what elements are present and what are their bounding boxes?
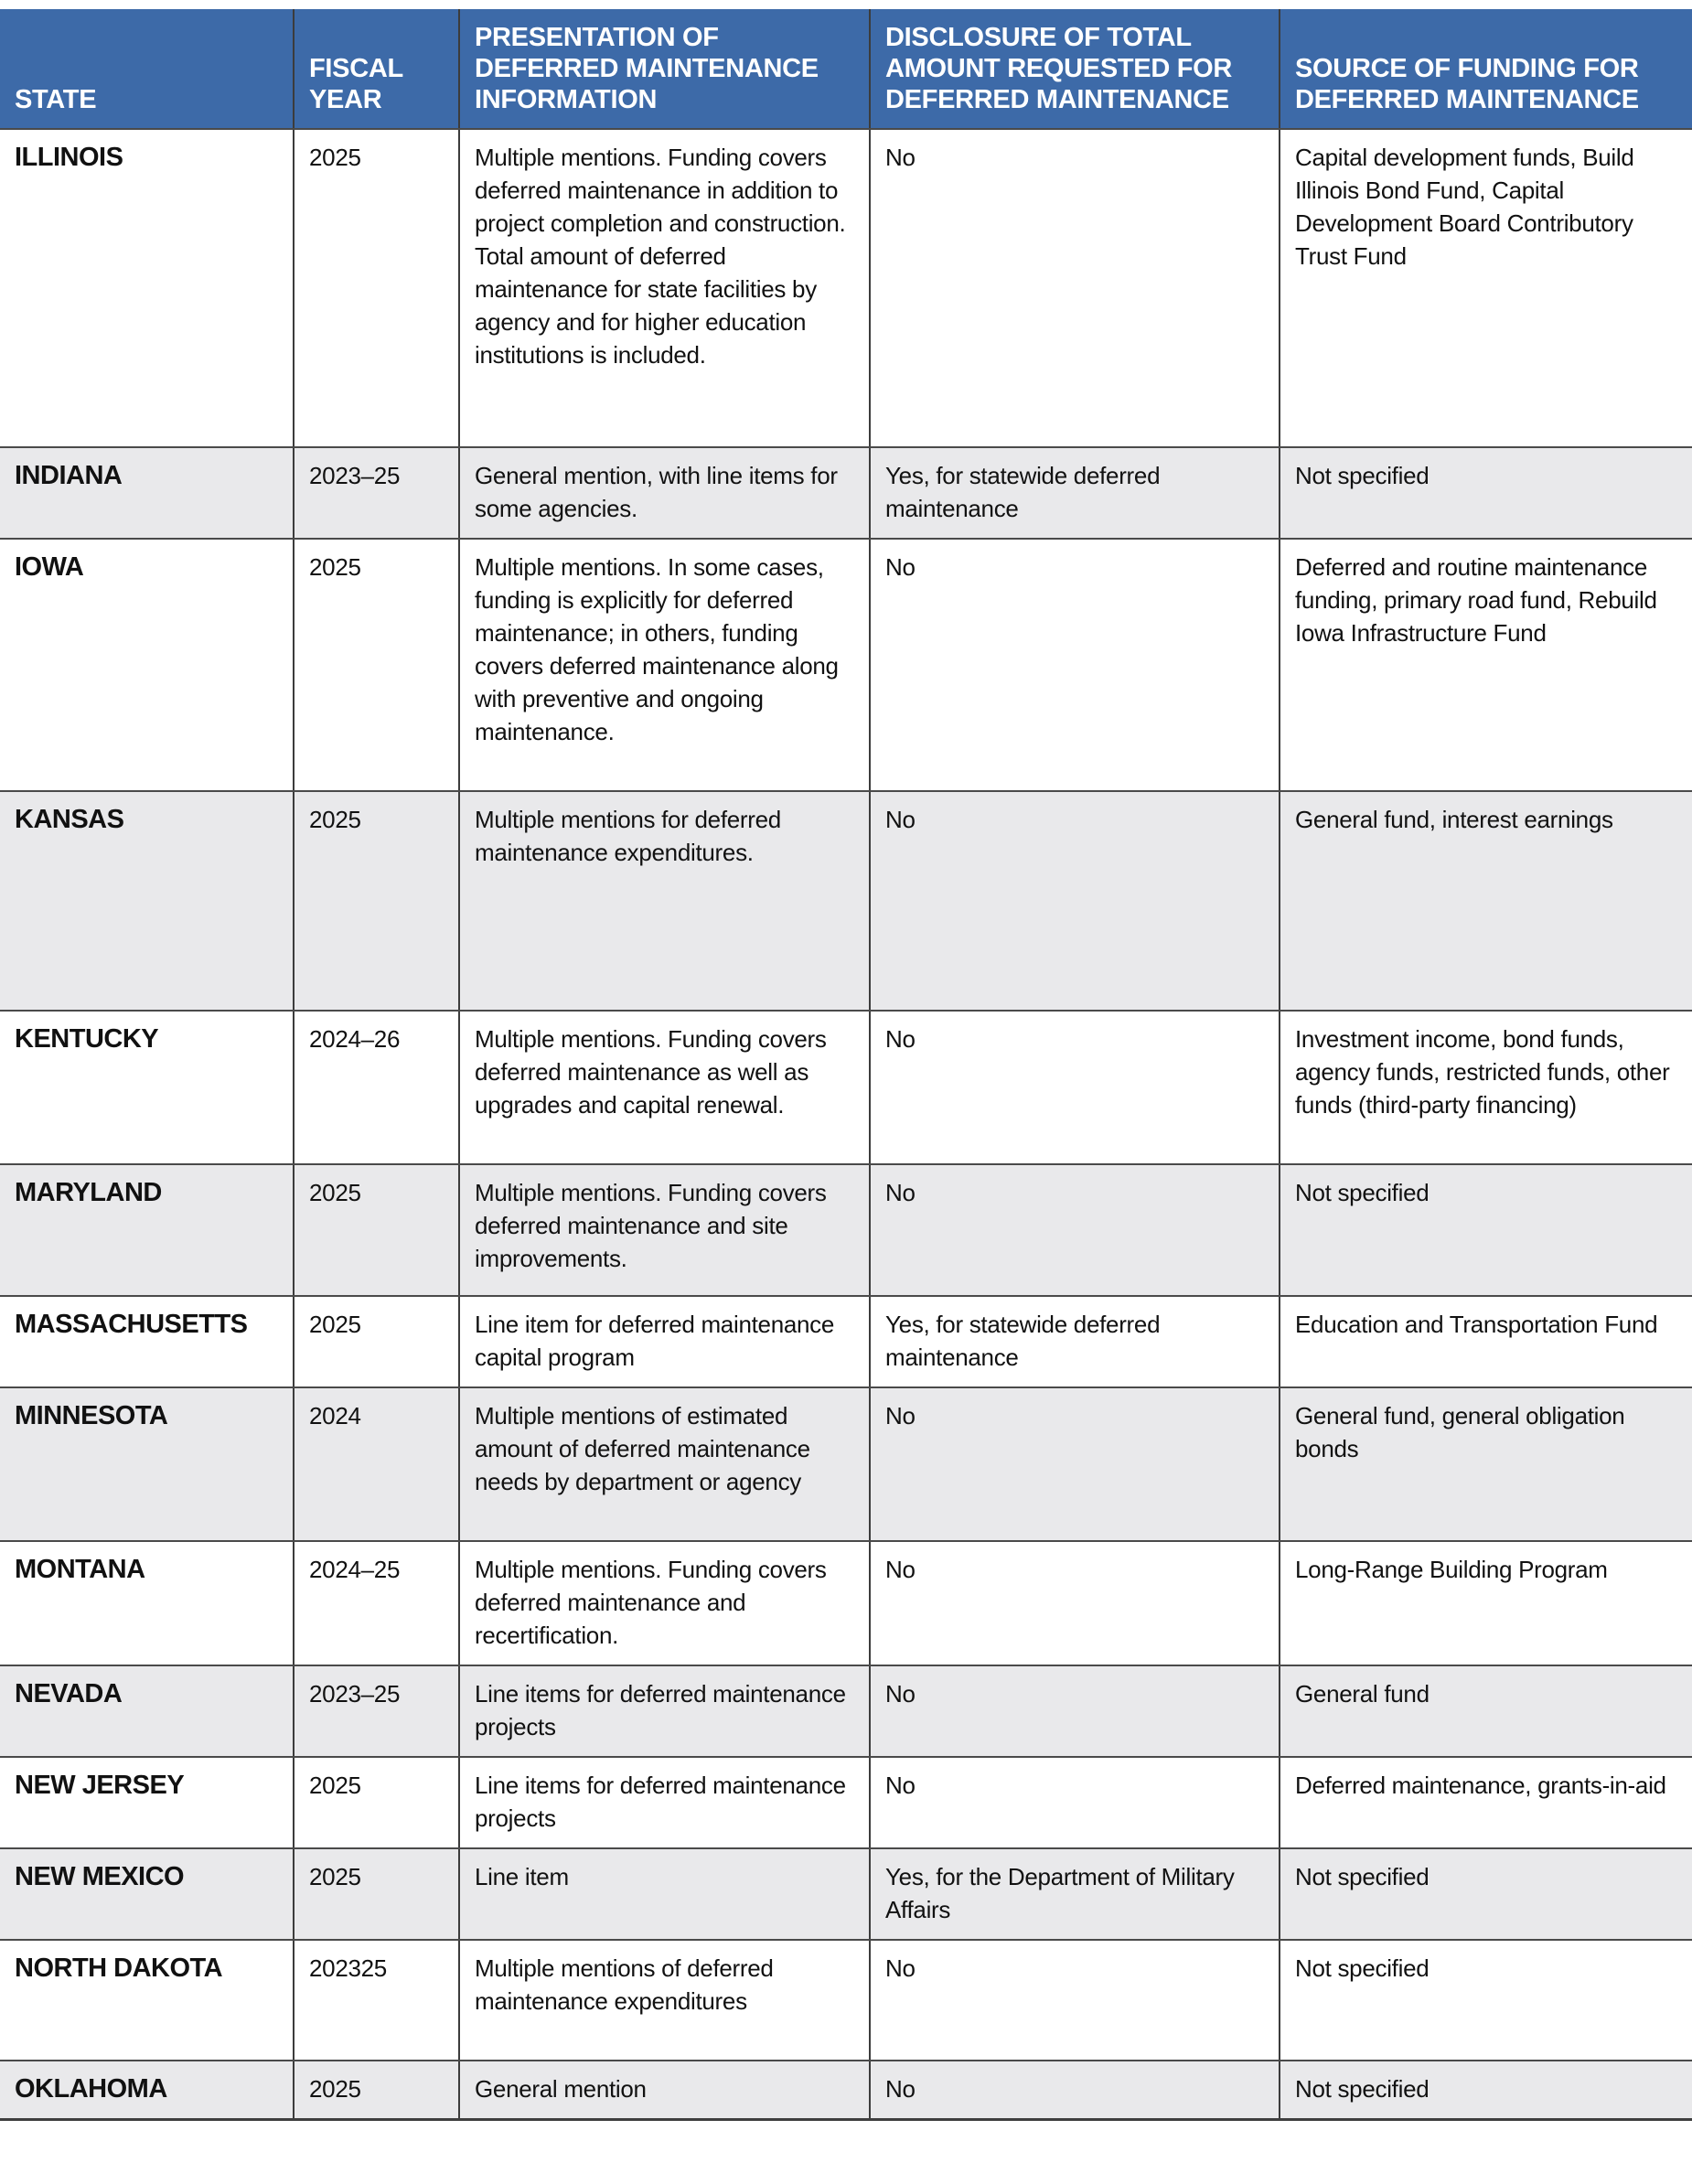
state-cell: NEW MEXICO bbox=[15, 1862, 185, 1891]
fiscal-year-cell: 202325 bbox=[293, 1941, 458, 2060]
fiscal-year-cell: 2024–26 bbox=[293, 1012, 458, 1163]
state-cell: ILLINOIS bbox=[15, 143, 123, 172]
column-header-presentation: PRESENTATION OF DEFERRED MAINTENANCE INFORMATION bbox=[458, 9, 869, 128]
disclosure-cell: No bbox=[869, 1012, 1279, 1163]
table-row bbox=[0, 1756, 1692, 1847]
disclosure-cell: Yes, for the Department of Military Affairs bbox=[869, 1849, 1279, 1939]
disclosure-cell: No bbox=[869, 1165, 1279, 1295]
fiscal-year-cell: 2025 bbox=[293, 2061, 458, 2118]
state-cell: NORTH DAKOTA bbox=[15, 1954, 223, 1983]
table-header-row bbox=[0, 9, 1692, 128]
presentation-cell: General mention, with line items for some agencies. bbox=[458, 448, 869, 538]
table-row bbox=[0, 1010, 1692, 1163]
fiscal-year-cell: 2025 bbox=[293, 792, 458, 1010]
presentation-cell: Multiple mentions for deferred maintenance expenditures. bbox=[458, 792, 869, 1010]
table-row bbox=[0, 538, 1692, 790]
state-cell: INDIANA bbox=[15, 461, 123, 490]
presentation-cell: Multiple mentions of estimated amount of deferred maintenance needs by department or agency bbox=[458, 1388, 869, 1540]
state-cell: NEW JERSEY bbox=[15, 1771, 185, 1800]
disclosure-cell: No bbox=[869, 540, 1279, 790]
state-cell: MINNESOTA bbox=[15, 1401, 168, 1430]
source-cell: General fund, general obligation bonds bbox=[1279, 1388, 1689, 1540]
fiscal-year-cell: 2025 bbox=[293, 1758, 458, 1847]
table-row bbox=[0, 1540, 1692, 1665]
presentation-cell: Line items for deferred maintenance projects bbox=[458, 1666, 869, 1756]
state-cell: OKLAHOMA bbox=[15, 2074, 167, 2104]
source-cell: Investment income, bond funds, agency funds, restricted funds, other funds (third-party financing) bbox=[1279, 1012, 1689, 1163]
fiscal-year-cell: 2025 bbox=[293, 1297, 458, 1386]
presentation-cell: Multiple mentions. Funding covers deferred maintenance as well as upgrades and capital renewal. bbox=[458, 1012, 869, 1163]
source-cell: General fund, interest earnings bbox=[1279, 792, 1689, 1010]
source-cell: Deferred maintenance, grants-in-aid bbox=[1279, 1758, 1689, 1847]
column-header-state: STATE bbox=[15, 85, 97, 114]
table-body bbox=[0, 128, 1692, 2118]
presentation-cell: Line item for deferred maintenance capital program bbox=[458, 1297, 869, 1386]
disclosure-cell: No bbox=[869, 1758, 1279, 1847]
disclosure-cell: Yes, for statewide deferred maintenance bbox=[869, 448, 1279, 538]
state-cell: KANSAS bbox=[15, 805, 124, 834]
state-cell: NEVADA bbox=[15, 1679, 123, 1708]
presentation-cell: Multiple mentions. Funding covers deferred maintenance in addition to project completion and construction. Total amount of deferred maintenance for state facilities by agency and for higher education institutions is included. bbox=[458, 130, 869, 446]
disclosure-cell: No bbox=[869, 1388, 1279, 1540]
presentation-cell: Multiple mentions. In some cases, funding is explicitly for deferred maintenance; in others, funding covers deferred maintenance along with preventive and ongoing maintenance. bbox=[458, 540, 869, 790]
source-cell: Deferred and routine maintenance funding, primary road fund, Rebuild Iowa Infrastructure Fund bbox=[1279, 540, 1689, 790]
table-row bbox=[0, 1295, 1692, 1386]
source-cell: Not specified bbox=[1279, 448, 1689, 538]
state-cell: IOWA bbox=[15, 552, 84, 582]
table-row bbox=[0, 128, 1692, 446]
fiscal-year-cell: 2024 bbox=[293, 1388, 458, 1540]
fiscal-year-cell: 2025 bbox=[293, 540, 458, 790]
source-cell: Capital development funds, Build Illinois Bond Fund, Capital Development Board Contributory Trust Fund bbox=[1279, 130, 1689, 446]
disclosure-cell: Yes, for statewide deferred maintenance bbox=[869, 1297, 1279, 1386]
fiscal-year-cell: 2025 bbox=[293, 1165, 458, 1295]
disclosure-cell: No bbox=[869, 1542, 1279, 1665]
presentation-cell: Multiple mentions of deferred maintenance expenditures bbox=[458, 1941, 869, 2060]
deferred-maintenance-table bbox=[0, 9, 1692, 2121]
presentation-cell: Multiple mentions. Funding covers deferred maintenance and site improvements. bbox=[458, 1165, 869, 1295]
disclosure-cell: No bbox=[869, 792, 1279, 1010]
table-row bbox=[0, 1386, 1692, 1540]
state-cell: KENTUCKY bbox=[15, 1024, 159, 1054]
column-header-fiscal-year: FISCAL YEAR bbox=[293, 9, 458, 128]
disclosure-cell: No bbox=[869, 130, 1279, 446]
source-cell: Not specified bbox=[1279, 1849, 1689, 1939]
table-row bbox=[0, 1665, 1692, 1756]
column-header-source: SOURCE OF FUNDING FOR DEFERRED MAINTENANCE bbox=[1279, 9, 1692, 128]
source-cell: Not specified bbox=[1279, 1941, 1689, 2060]
presentation-cell: Line items for deferred maintenance projects bbox=[458, 1758, 869, 1847]
disclosure-cell: No bbox=[869, 2061, 1279, 2118]
disclosure-cell: No bbox=[869, 1666, 1279, 1756]
disclosure-cell: No bbox=[869, 1941, 1279, 2060]
table-row bbox=[0, 1163, 1692, 1295]
presentation-cell: Multiple mentions. Funding covers deferred maintenance and recertification. bbox=[458, 1542, 869, 1665]
fiscal-year-cell: 2024–25 bbox=[293, 1542, 458, 1665]
table-row bbox=[0, 1939, 1692, 2060]
source-cell: Education and Transportation Fund bbox=[1279, 1297, 1689, 1386]
table-row bbox=[0, 1847, 1692, 1939]
column-header-disclosure: DISCLOSURE OF TOTAL AMOUNT REQUESTED FOR DEFERRED MAINTENANCE bbox=[869, 9, 1279, 128]
fiscal-year-cell: 2023–25 bbox=[293, 448, 458, 538]
state-cell: MARYLAND bbox=[15, 1178, 162, 1207]
table-row bbox=[0, 790, 1692, 1010]
fiscal-year-cell: 2025 bbox=[293, 1849, 458, 1939]
source-cell: Not specified bbox=[1279, 2061, 1689, 2118]
fiscal-year-cell: 2025 bbox=[293, 130, 458, 446]
state-cell: MASSACHUSETTS bbox=[15, 1310, 248, 1339]
presentation-cell: Line item bbox=[458, 1849, 869, 1939]
source-cell: Not specified bbox=[1279, 1165, 1689, 1295]
state-cell: MONTANA bbox=[15, 1555, 145, 1584]
table-row bbox=[0, 446, 1692, 538]
source-cell: Long-Range Building Program bbox=[1279, 1542, 1689, 1665]
source-cell: General fund bbox=[1279, 1666, 1689, 1756]
presentation-cell: General mention bbox=[458, 2061, 869, 2118]
fiscal-year-cell: 2023–25 bbox=[293, 1666, 458, 1756]
table-row bbox=[0, 2060, 1692, 2118]
